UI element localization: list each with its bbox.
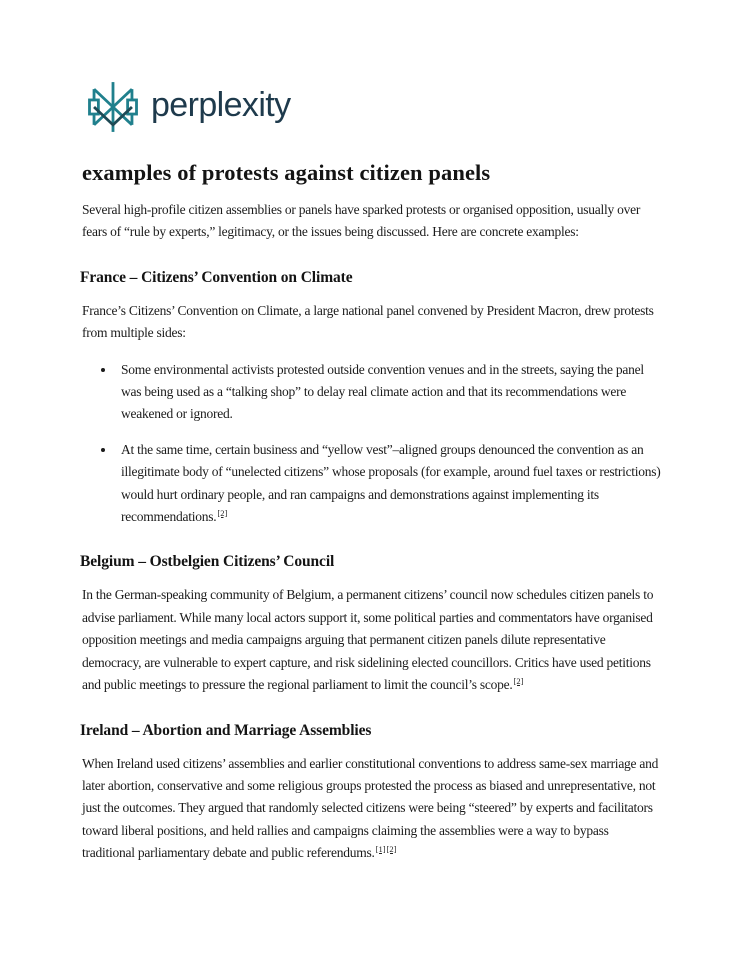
section-body-ireland: [82, 753, 662, 865]
section-heading-france: France – Citizens’ Convention on Climate: [80, 268, 353, 286]
perplexity-asterisk-icon: [88, 81, 138, 133]
citation-link[interactable]: [1]: [375, 843, 386, 854]
bullet-item: [116, 439, 662, 529]
citation-link[interactable]: [2]: [386, 843, 397, 854]
perplexity-logo: [88, 80, 662, 134]
citation-link[interactable]: [2]: [513, 675, 524, 686]
section-lead-france: France’s Citizens’ Convention on Climate, a large national panel convened by President Macron, drew protests from multiple sides:: [82, 302, 654, 341]
bullet-item: [116, 359, 662, 426]
page-title: examples of protests against citizen panels: [82, 160, 491, 185]
perplexity-wordmark: perplexity: [151, 86, 291, 124]
bullet-text: At the same time, certain business and “yellow vest”–aligned groups denounced the convention as an illegitimate body of “unelected citizens” whose proposals (for example, around fuel taxes or restrictions) would hurt ordinary people, and ran campaigns and demonstrations against implementing its recommendations.: [121, 441, 661, 525]
section-body-text: When Ireland used citizens’ assemblies and earlier constitutional conventions to address same-sex marriage and later abortion, conservative and some religious groups protested the process as biased and unrepresentative, not just the outcomes. They argued that randomly selected citizens were being “steered” by experts and facilitators toward liberal positions, and held rallies and campaigns claiming the assemblies were a way to bypass traditional parliamentary debate and public referendums.: [82, 755, 659, 861]
section-france: [82, 269, 662, 529]
bullet-list-france: [82, 359, 662, 529]
section-body-text: In the German-speaking community of Belgium, a permanent citizens’ council now schedules citizen panels to advise parliament. While many local actors support it, some political parties and commentators have organised opposition meetings and media campaigns arguing that permanent citizen panels dilute representative democracy, are vulnerable to expert capture, and risk sidelining elected councillors. Critics have used petitions and public meetings to pressure the regional parliament to limit the council’s scope.: [82, 587, 654, 693]
citation-link[interactable]: [2]: [217, 507, 228, 518]
bullet-text: Some environmental activists protested outside convention venues and in the streets, saying the panel was being used as a “talking shop” to delay real climate action and that its recommendations were weakened or ignored.: [121, 361, 644, 422]
intro-paragraph: Several high-profile citizen assemblies or panels have sparked protests or organised opposition, usually over fears of “rule by experts,” legitimacy, or the issues being discussed. Here are concrete examples:: [82, 202, 641, 240]
section-heading-belgium: Belgium – Ostbelgien Citizens’ Council: [80, 553, 335, 571]
section-body-belgium: [82, 584, 662, 696]
section-ireland: [82, 722, 662, 865]
section-belgium: [82, 553, 662, 696]
section-heading-ireland: Ireland – Abortion and Marriage Assemblies: [80, 721, 372, 739]
